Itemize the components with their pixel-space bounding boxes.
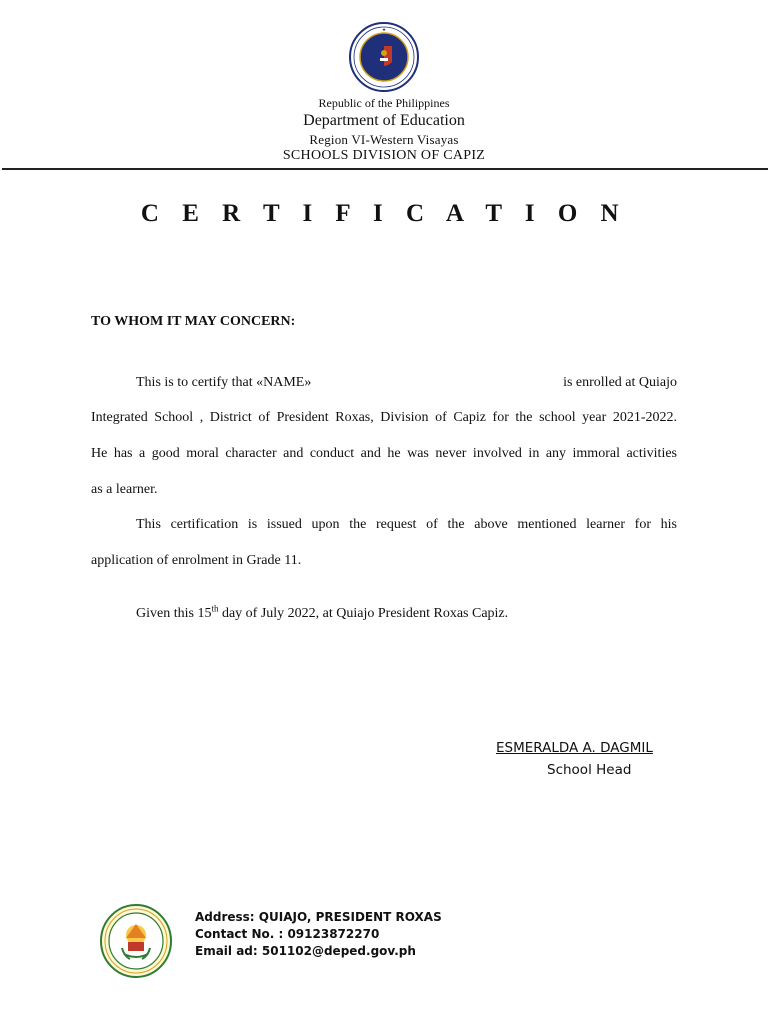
signatory-name: ESMERALDA A. DAGMIL [496,740,653,756]
deped-seal-logo [349,22,419,92]
given-suffix: day of July 2022, at Quiajo President Roxas Capiz. [218,606,509,621]
body-line-6: application of enrolment in Grade 11. [91,553,302,568]
header-department: Department of Education [303,112,465,129]
body-line-5: This certification is issued upon the request of the above mentioned learner for his [136,517,677,532]
salutation: TO WHOM IT MAY CONCERN: [91,314,296,329]
header-republic: Republic of the Philippines [318,96,450,110]
body-line-1 [91,374,677,392]
svg-text:★: ★ [381,28,387,33]
given-ordinal: th [211,603,219,614]
header-region: Region VI-Western Visayas [309,132,459,147]
body-line-3: He has a good moral character and conduct and he was never involved in any immoral activities [91,446,677,461]
footer-email: Email ad: 501102@deped.gov.ph [195,944,416,958]
body-line-2: Integrated School , District of President Roxas, Division of Capiz for the school year 2021-2022. [91,410,677,425]
footer-address: Address: QUIAJO, PRESIDENT ROXAS [195,910,442,924]
body-line-1-right: is enrolled at Quiajo [563,375,677,390]
certificate-title: C E R T I F I C A T I O N [140,200,628,227]
header-division: SCHOOLS DIVISION OF CAPIZ [282,148,486,163]
signatory-title: School Head [547,762,632,778]
footer-contact: Contact No. : 09123872270 [195,927,380,941]
header-divider [2,168,768,170]
given-date-line [91,605,677,623]
given-prefix: Given this 15 [136,606,212,621]
body-line-1-left: This is to certify that «NAME» [136,375,312,390]
school-seal-logo [100,904,172,978]
body-line-4: as a learner. [91,482,158,497]
